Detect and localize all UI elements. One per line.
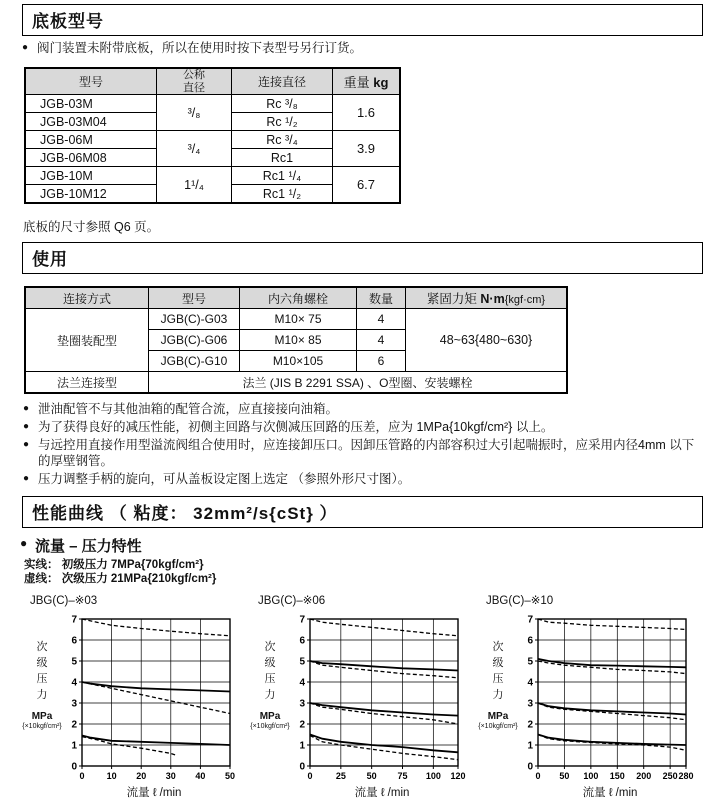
legend-dashed-line: 虚线： 次级压力 21MPa{210kgf/cm²} (24, 572, 217, 585)
model-cell: JGB-10M (25, 167, 157, 185)
svg-text:2: 2 (71, 719, 77, 731)
section-heading-base-plate (22, 4, 703, 36)
y-axis-label-group (250, 613, 290, 783)
svg-text:10: 10 (106, 771, 117, 782)
svg-text:3: 3 (527, 698, 533, 710)
section-heading-usage-text: 使用 (32, 250, 68, 270)
chart-plot-jbg06 (290, 613, 474, 783)
flange-desc-cell: 法兰 (JIS B 2291 SSA) 、O型圈、安装螺栓 (149, 372, 568, 394)
y-axis-label: 次级压力 (36, 641, 48, 702)
svg-text:0: 0 (535, 771, 541, 782)
svg-text:50: 50 (366, 771, 377, 782)
chart-title: JBG(C)–※10 (486, 595, 554, 608)
svg-text:100: 100 (425, 771, 441, 782)
y-axis-unit-alt: {×10kgf/cm²} (478, 723, 518, 731)
quantity-cell: 4 (357, 309, 406, 330)
header-model: 型号 (25, 68, 157, 95)
svg-text:25: 25 (335, 771, 346, 782)
header-nominal-diameter: 公称直径 (157, 68, 232, 95)
svg-text:0: 0 (79, 771, 85, 782)
chart-jbg06 (250, 593, 474, 800)
svg-text:0: 0 (307, 771, 313, 782)
weight-cell: 6.7 (333, 167, 401, 204)
model-cell: JGB(C)-G03 (149, 309, 240, 330)
usage-notes (23, 401, 703, 487)
svg-text:7: 7 (527, 614, 533, 626)
table-row (25, 372, 567, 394)
y-axis-label-group (22, 613, 62, 783)
usage-table-header-row (25, 287, 567, 309)
connection-cell: Rc1 (232, 149, 333, 167)
section-heading-performance (22, 496, 703, 528)
svg-text:3: 3 (71, 698, 77, 710)
chart-plot-jbg03 (62, 613, 246, 783)
connection-cell: Rc1 ¹/₂ (232, 185, 333, 204)
flange-type-cell: 法兰连接型 (25, 372, 149, 394)
svg-text:3: 3 (299, 698, 305, 710)
svg-text:7: 7 (71, 614, 77, 626)
svg-text:100: 100 (583, 771, 599, 782)
x-axis-label: 流量 ℓ /min (582, 787, 638, 800)
y-axis-unit: MPa (487, 711, 509, 723)
usage-table (24, 286, 568, 394)
connection-cell: Rc ¹/₂ (232, 113, 333, 131)
header-connection-diameter: 连接直径 (232, 68, 333, 95)
svg-text:2: 2 (527, 719, 533, 731)
svg-text:4: 4 (299, 677, 305, 689)
svg-text:50: 50 (559, 771, 570, 782)
svg-text:7: 7 (299, 614, 305, 626)
svg-text:30: 30 (165, 771, 176, 782)
svg-text:0: 0 (527, 761, 533, 773)
svg-text:5: 5 (527, 656, 533, 668)
svg-text:2: 2 (299, 719, 305, 731)
header-torque: 紧固力矩 N·m{kgf·cm} (406, 287, 568, 309)
chart-plot-jbg10 (518, 613, 702, 783)
svg-text:6: 6 (299, 635, 305, 647)
svg-text:4: 4 (527, 677, 533, 689)
model-cell: JGB-03M04 (25, 113, 157, 131)
quantity-cell: 4 (357, 330, 406, 351)
header-quantity: 数量 (357, 287, 406, 309)
usage-note: ● 与远控用直接作用型溢流阀组合使用时，应连接卸压口。因卸压管路的内部容积过大引起喘振时，应采用内径4mm 以下的厚壁钢管。 (23, 437, 703, 469)
svg-text:1: 1 (527, 740, 533, 752)
weight-cell: 3.9 (333, 131, 401, 167)
table-row (25, 95, 400, 113)
svg-text:120: 120 (450, 771, 466, 782)
table-row (25, 167, 400, 185)
header-socket-bolt: 内六角螺栓 (240, 287, 357, 309)
model-cell: JGB-06M08 (25, 149, 157, 167)
chart-title: JBG(C)–※03 (30, 595, 98, 608)
connection-cell: Rc ³/₄ (232, 131, 333, 149)
svg-text:250: 250 (662, 771, 678, 782)
legend-solid-line: 实线： 初级压力 7MPa{70kgf/cm²} (24, 559, 204, 572)
model-cell: JGB-03M (25, 95, 157, 113)
bolt-cell: M10×105 (240, 351, 357, 372)
usage-note: ● 为了获得良好的减压性能，初侧主回路与次侧减压回路的压差，应为 1MPa{10kgf/cm²} 以上。 (23, 419, 703, 435)
section-heading-base-plate-text: 底板型号 (32, 12, 104, 31)
svg-text:280: 280 (678, 771, 694, 782)
section-heading-performance-text: 性能曲线 （ 粘度： 32mm²/s{cSt} ） (32, 504, 338, 524)
svg-text:5: 5 (299, 656, 305, 668)
y-axis-label: 次级压力 (264, 641, 276, 702)
y-axis-label-group (478, 613, 518, 783)
y-axis-label: 次级压力 (492, 641, 504, 702)
bolt-cell: M10× 75 (240, 309, 357, 330)
base-table-header-row (25, 68, 400, 95)
svg-text:1: 1 (71, 740, 77, 752)
nominal-cell: ³/₄ (157, 131, 232, 167)
gasket-type-cell: 垫圈装配型 (25, 309, 149, 372)
base-plate-footnote: 底板的尺寸参照 Q6 页。 (23, 220, 160, 235)
svg-text:0: 0 (71, 761, 77, 773)
svg-text:1: 1 (299, 740, 305, 752)
quantity-cell: 6 (357, 351, 406, 372)
weight-cell: 1.6 (333, 95, 401, 131)
table-row (25, 131, 400, 149)
chart-jbg10 (478, 593, 702, 800)
connection-cell: Rc1 ¹/₄ (232, 167, 333, 185)
y-axis-unit: MPa (259, 711, 281, 723)
svg-text:75: 75 (397, 771, 408, 782)
section-heading-usage (22, 242, 703, 274)
usage-note: ● 泄油配管不与其他油箱的配管合流，应直接接向油箱。 (23, 401, 703, 417)
model-cell: JGB-10M12 (25, 185, 157, 204)
base-plate-note: ● 阀门装置未附带底板，所以在使用时按下表型号另行订货。 (22, 40, 703, 56)
connection-cell: Rc ³/₈ (232, 95, 333, 113)
table-row (25, 309, 567, 330)
svg-text:0: 0 (299, 761, 305, 773)
y-axis-unit-alt: {×10kgf/cm²} (250, 723, 290, 731)
bolt-cell: M10× 85 (240, 330, 357, 351)
performance-charts (22, 593, 702, 800)
svg-text:6: 6 (71, 635, 77, 647)
x-axis-label: 流量 ℓ /min (354, 787, 410, 800)
svg-text:20: 20 (136, 771, 147, 782)
header-connection-method: 连接方式 (25, 287, 149, 309)
flow-pressure-subheading: ● 流量 – 压力特性 (22, 535, 703, 556)
header-weight: 重量 kg (333, 68, 401, 95)
torque-cell: 48~63{480~630} (406, 309, 568, 372)
model-cell: JGB(C)-G06 (149, 330, 240, 351)
usage-note: ● 压力调整手柄的旋向，可从盖板设定图上选定 （参照外形尺寸图）。 (23, 471, 703, 487)
model-cell: JGB-06M (25, 131, 157, 149)
svg-text:5: 5 (71, 656, 77, 668)
svg-text:40: 40 (195, 771, 206, 782)
svg-text:4: 4 (71, 677, 77, 689)
nominal-cell: 1¹/₄ (157, 167, 232, 204)
x-axis-label: 流量 ℓ /min (126, 787, 182, 800)
nominal-cell: ³/₈ (157, 95, 232, 131)
chart-jbg03 (22, 593, 246, 800)
y-axis-unit-alt: {×10kgf/cm²} (22, 723, 62, 731)
svg-text:150: 150 (609, 771, 625, 782)
base-plate-table (24, 67, 401, 204)
svg-text:200: 200 (636, 771, 652, 782)
header-model: 型号 (149, 287, 240, 309)
svg-text:6: 6 (527, 635, 533, 647)
chart-title: JBG(C)–※06 (258, 595, 326, 608)
svg-text:50: 50 (224, 771, 236, 782)
y-axis-unit: MPa (31, 711, 53, 723)
model-cell: JGB(C)-G10 (149, 351, 240, 372)
